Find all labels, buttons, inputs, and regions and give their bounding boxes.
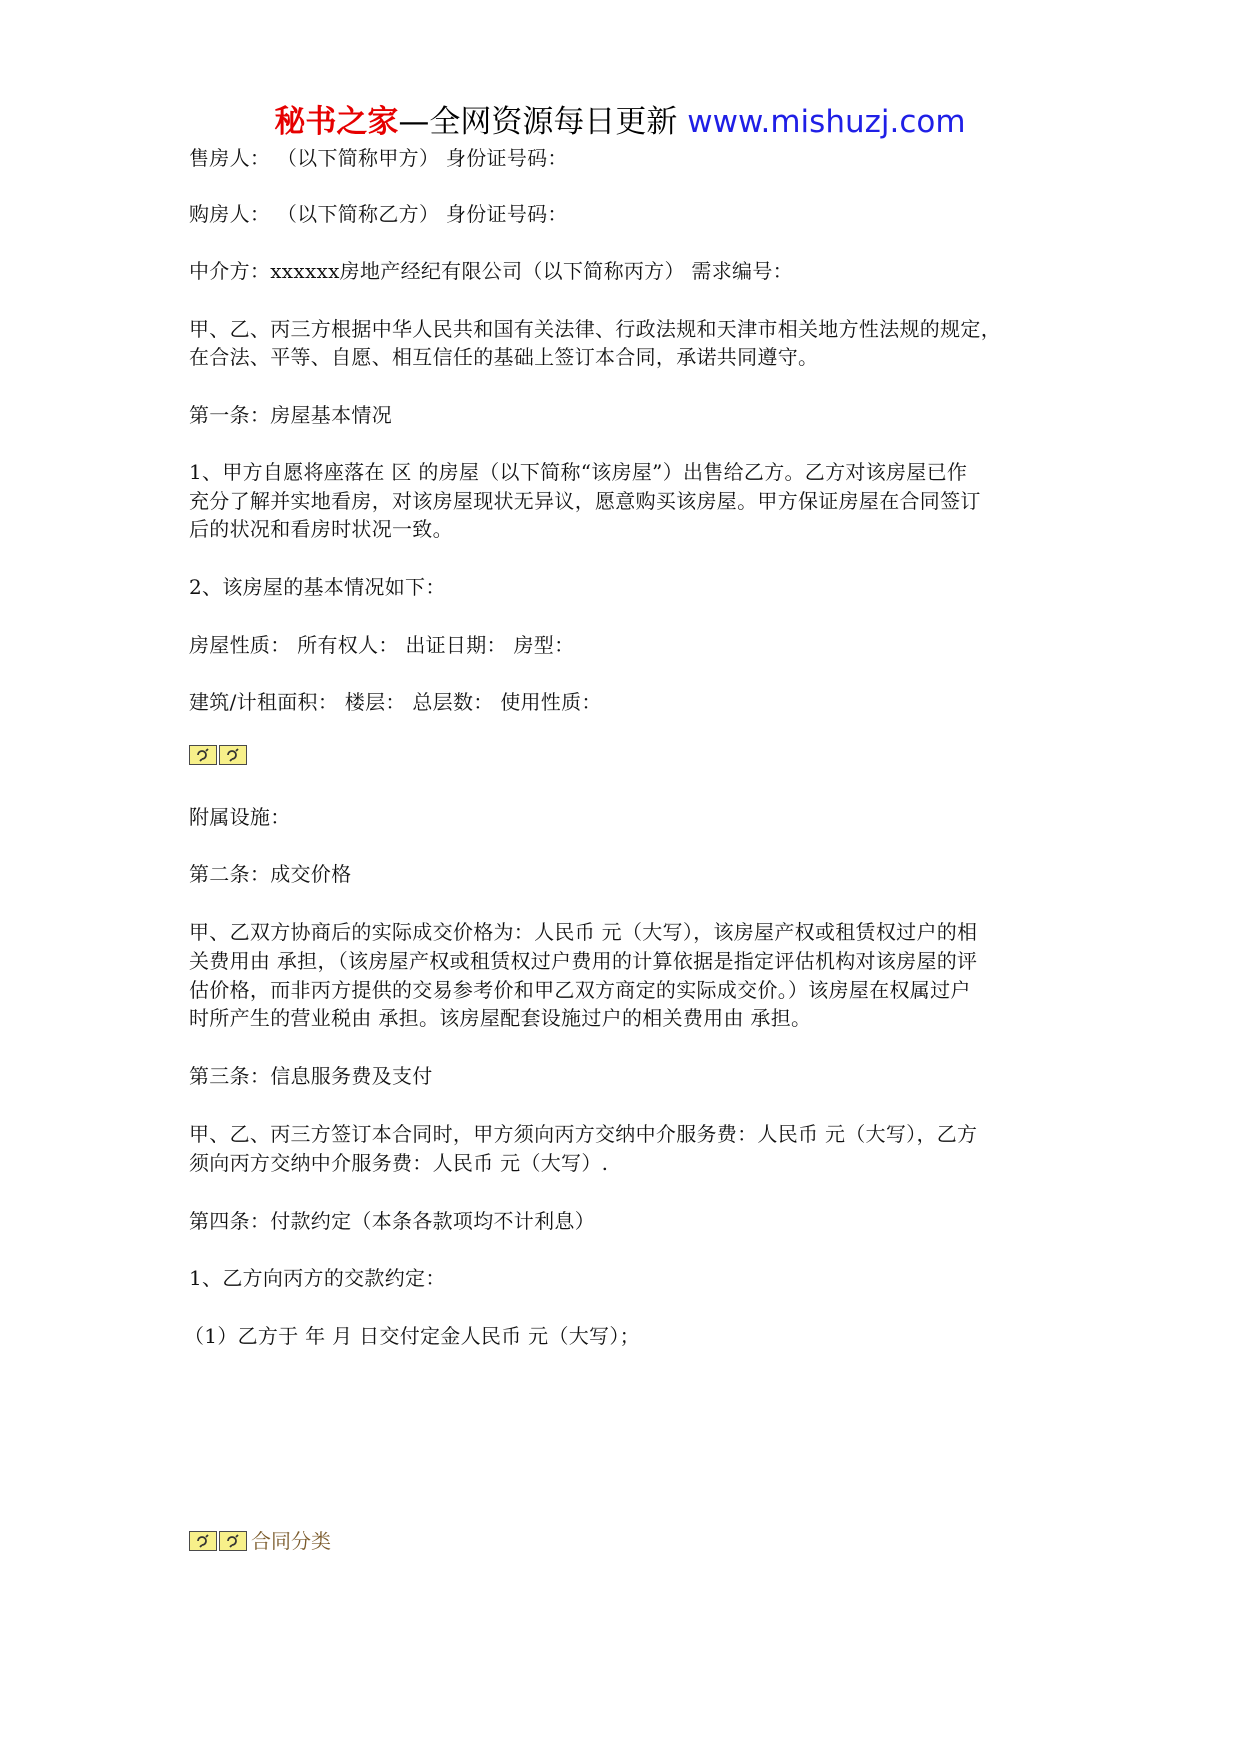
property-info-line-1: 房屋性质： 所有权人： 出证日期： 房型： [189, 633, 575, 657]
article-1-heading: 第一条：房屋基本情况 [189, 403, 392, 427]
article-2-line-3: 估价格，而非丙方提供的交易参考价和甲乙双方商定的实际成交价。）该房屋在权属过户 [189, 978, 971, 1002]
article-1-clause-1-line-2: 充分了解并实地看房，对该房屋现状无异议，愿意购买该房屋。甲方保证房屋在合同签订 [189, 489, 981, 513]
header-slogan: —全网资源每日更新 [398, 104, 678, 140]
site-url-link[interactable]: www.mishuzj.com [687, 104, 966, 140]
buyer-line: 购房人： （以下简称乙方） 身份证号码： [189, 202, 568, 226]
article-1-clause-1-line-1: 1、甲方自愿将座落在 区 的房屋（以下简称“该房屋”）出售给乙方。乙方对该房屋已作 [189, 460, 968, 484]
article-2-heading: 第二条：成交价格 [189, 862, 352, 886]
property-info-line-2: 建筑/计租面积： 楼层： 总层数： 使用性质： [189, 690, 602, 714]
article-3-line-2: 须向丙方交纳中介服务费：人民币 元（大写）. [189, 1151, 609, 1175]
preamble-line-2: 在合法、平等、自愿、相互信任的基础上签订本合同，承诺共同遵守。 [189, 345, 819, 369]
site-header [0, 102, 1240, 142]
article-4-clause-1-item-1: （1）乙方于 年 月 日交付定金人民币 元（大写）； [184, 1324, 640, 1348]
article-4-clause-1: 1、乙方向丙方的交款约定： [189, 1266, 446, 1290]
attachment-icon[interactable] [189, 1531, 217, 1551]
article-3-line-1: 甲、乙、丙三方签订本合同时，甲方须向丙方交纳中介服务费：人民币 元（大写），乙方 [189, 1122, 978, 1146]
attachment-icon[interactable] [219, 1531, 247, 1551]
article-4-heading: 第四条：付款约定（本条各款项均不计利息） [189, 1209, 595, 1233]
attachment-icons [189, 745, 247, 765]
attachment-icon[interactable] [219, 745, 247, 765]
category-row [189, 1525, 331, 1557]
article-2-line-1: 甲、乙双方协商后的实际成交价格为：人民币 元（大写），该房屋产权或租赁权过户的相 [189, 920, 978, 944]
article-1-clause-1-line-3: 后的状况和看房时状况一致。 [189, 517, 453, 541]
seller-line: 售房人： （以下简称甲方） 身份证号码： [189, 146, 568, 170]
preamble-line-1: 甲、乙、丙三方根据中华人民共和国有关法律、行政法规和天津市相关地方性法规的规定， [189, 317, 1001, 341]
article-2-line-2: 关费用由 承担，（该房屋产权或租赁权过户费用的计算依据是指定评估机构对该房屋的评 [189, 949, 978, 973]
contract-category-link[interactable]: 合同分类 [251, 1529, 331, 1553]
article-3-heading: 第三条：信息服务费及支付 [189, 1064, 433, 1088]
article-2-line-4: 时所产生的营业税由 承担。该房屋配套设施过户的相关费用由 承担。 [189, 1006, 812, 1030]
facilities-line: 附属设施： [189, 805, 291, 829]
brand-name: 秘书之家 [274, 104, 399, 140]
attachment-icon[interactable] [189, 745, 217, 765]
agent-line: 中介方：xxxxxx房地产经纪有限公司（以下简称丙方） 需求编号： [189, 259, 793, 283]
article-1-clause-2: 2、该房屋的基本情况如下： [189, 575, 446, 599]
